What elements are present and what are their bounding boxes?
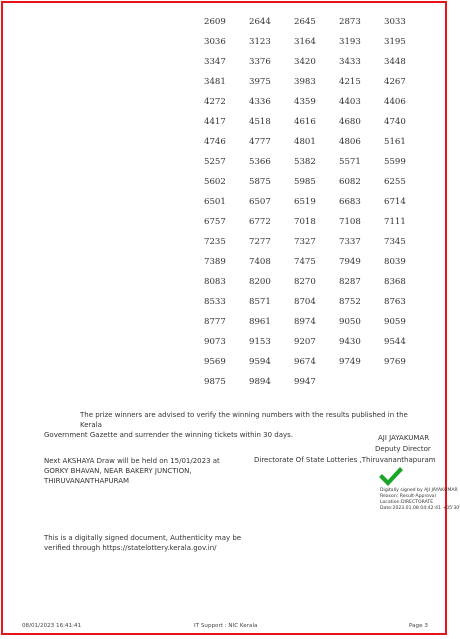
digital-signature-block <box>380 488 460 512</box>
next-draw-line-2: GORKY BHAVAN, NEAR BAKERY JUNCTION, <box>44 467 192 475</box>
winning-number: 7235 <box>204 237 226 247</box>
winning-number: 8763 <box>384 297 406 307</box>
winning-number: 9059 <box>384 317 406 327</box>
winning-number: 2645 <box>294 17 316 27</box>
digital-note-line-2: verified through https://statelottery.kerala.gov.in/ <box>44 544 217 552</box>
next-draw-line-3: THIRUVANANTHAPURAM <box>44 477 130 485</box>
winning-number: 6519 <box>294 197 316 207</box>
winning-number: 9153 <box>249 337 271 347</box>
winning-number: 3983 <box>294 77 316 87</box>
winning-number: 8039 <box>384 257 406 267</box>
winning-number: 3123 <box>249 37 271 47</box>
winning-number: 7408 <box>249 257 271 267</box>
winning-number: 7389 <box>204 257 226 267</box>
winning-number: 4740 <box>384 117 406 127</box>
winning-number: 3193 <box>339 37 361 47</box>
winning-number: 7475 <box>294 257 316 267</box>
winning-number: 4215 <box>339 77 361 87</box>
winning-number: 5985 <box>294 177 316 187</box>
winning-number: 8704 <box>294 297 316 307</box>
winning-number: 8287 <box>339 277 361 287</box>
winning-number: 2609 <box>204 17 226 27</box>
winning-number: 6757 <box>204 217 226 227</box>
dsig-line-2: Reason: Result-Approval <box>380 494 436 499</box>
winning-number: 4746 <box>204 137 226 147</box>
winning-number: 6683 <box>339 197 361 207</box>
winning-number: 3975 <box>249 77 271 87</box>
winning-number: 5366 <box>249 157 271 167</box>
winning-number: 9769 <box>384 357 406 367</box>
winning-number: 4403 <box>339 97 361 107</box>
winning-number: 5382 <box>294 157 316 167</box>
winning-number: 6255 <box>384 177 406 187</box>
winning-number: 4359 <box>294 97 316 107</box>
winning-number: 4417 <box>204 117 226 127</box>
winning-number: 4777 <box>249 137 271 147</box>
winning-number: 5599 <box>384 157 406 167</box>
winning-number: 4267 <box>384 77 406 87</box>
winning-number: 7949 <box>339 257 361 267</box>
winning-number: 8961 <box>249 317 271 327</box>
next-draw-line-1: Next AKSHAYA Draw will be held on 15/01/2023 at <box>44 457 220 465</box>
next-draw-info <box>44 456 244 486</box>
winning-number: 3481 <box>204 77 226 87</box>
winning-number: 9749 <box>339 357 361 367</box>
winning-number: 7277 <box>249 237 271 247</box>
notice-line-1: The prize winners are advised to verify the winning numbers with the results published in the Kerala <box>80 411 408 429</box>
dsig-line-4: Date:2023.01.08 04:42:41 +05'30' <box>380 506 460 511</box>
check-mark-icon <box>378 466 404 488</box>
footer-page-number: Page 3 <box>409 623 428 629</box>
winning-number: 9875 <box>204 377 226 387</box>
winning-number: 4336 <box>249 97 271 107</box>
winning-numbers-grid <box>204 16 429 396</box>
winning-number: 8083 <box>204 277 226 287</box>
winning-number: 4518 <box>249 117 271 127</box>
winning-number: 3033 <box>384 17 406 27</box>
winning-number: 6772 <box>249 217 271 227</box>
signatory-title: Deputy Director <box>375 445 431 453</box>
winning-number: 4806 <box>339 137 361 147</box>
winning-number: 4680 <box>339 117 361 127</box>
winning-number: 3448 <box>384 57 406 67</box>
winning-number: 3420 <box>294 57 316 67</box>
winning-number: 7345 <box>384 237 406 247</box>
winning-number: 9594 <box>249 357 271 367</box>
winning-number: 5602 <box>204 177 226 187</box>
winning-number: 4272 <box>204 97 226 107</box>
winning-number: 9544 <box>384 337 406 347</box>
winning-number: 7111 <box>384 217 406 227</box>
digital-note-line-1: This is a digitally signed document, Authenticity may be <box>44 534 242 542</box>
winning-number: 5161 <box>384 137 406 147</box>
notice-line-2: Government Gazette and surrender the winning tickets within 30 days. <box>44 431 294 439</box>
dsig-line-1: Digitally signed by AJI JAYAKUMAR <box>380 488 458 493</box>
winning-number: 8270 <box>294 277 316 287</box>
winning-number: 3036 <box>204 37 226 47</box>
winning-number: 3164 <box>294 37 316 47</box>
signatory-name: AJI JAYAKUMAR <box>378 434 430 442</box>
winning-number: 8752 <box>339 297 361 307</box>
footer-datetime: 08/01/2023 16:41:41 <box>22 623 82 629</box>
winning-number: 9569 <box>204 357 226 367</box>
winning-number: 9073 <box>204 337 226 347</box>
winning-number: 4616 <box>294 117 316 127</box>
winning-number: 2873 <box>339 17 361 27</box>
winning-number: 6501 <box>204 197 226 207</box>
winning-number: 9050 <box>339 317 361 327</box>
winning-number: 8571 <box>249 297 271 307</box>
winning-number: 9894 <box>249 377 271 387</box>
winning-number: 4406 <box>384 97 406 107</box>
footer-support: IT Support : NIC Kerala <box>194 623 258 629</box>
winning-number: 4801 <box>294 137 316 147</box>
winning-number: 5875 <box>249 177 271 187</box>
winning-number: 6507 <box>249 197 271 207</box>
winning-number: 8533 <box>204 297 226 307</box>
winning-number: 3347 <box>204 57 226 67</box>
winning-number: 8777 <box>204 317 226 327</box>
winning-number: 3376 <box>249 57 271 67</box>
winner-notice <box>44 410 424 440</box>
dsig-line-3: Location:DIRECTORATE <box>380 500 434 505</box>
winning-number: 9430 <box>339 337 361 347</box>
winning-number: 9207 <box>294 337 316 347</box>
signatory-department: Directorate Of State Lotteries ,Thiruvananthapuram <box>254 456 436 464</box>
winning-number: 8200 <box>249 277 271 287</box>
winning-number: 8368 <box>384 277 406 287</box>
winning-number: 7108 <box>339 217 361 227</box>
winning-number: 2644 <box>249 17 271 27</box>
winning-number: 7018 <box>294 217 316 227</box>
winning-number: 5257 <box>204 157 226 167</box>
winning-number: 6714 <box>384 197 406 207</box>
winning-number: 3195 <box>384 37 406 47</box>
winning-number: 3433 <box>339 57 361 67</box>
winning-number: 6082 <box>339 177 361 187</box>
winning-number: 9674 <box>294 357 316 367</box>
winning-number: 7337 <box>339 237 361 247</box>
digital-document-note <box>44 533 244 553</box>
winning-number: 5571 <box>339 157 361 167</box>
winning-number: 7327 <box>294 237 316 247</box>
winning-number: 8974 <box>294 317 316 327</box>
winning-number: 9947 <box>294 377 316 387</box>
